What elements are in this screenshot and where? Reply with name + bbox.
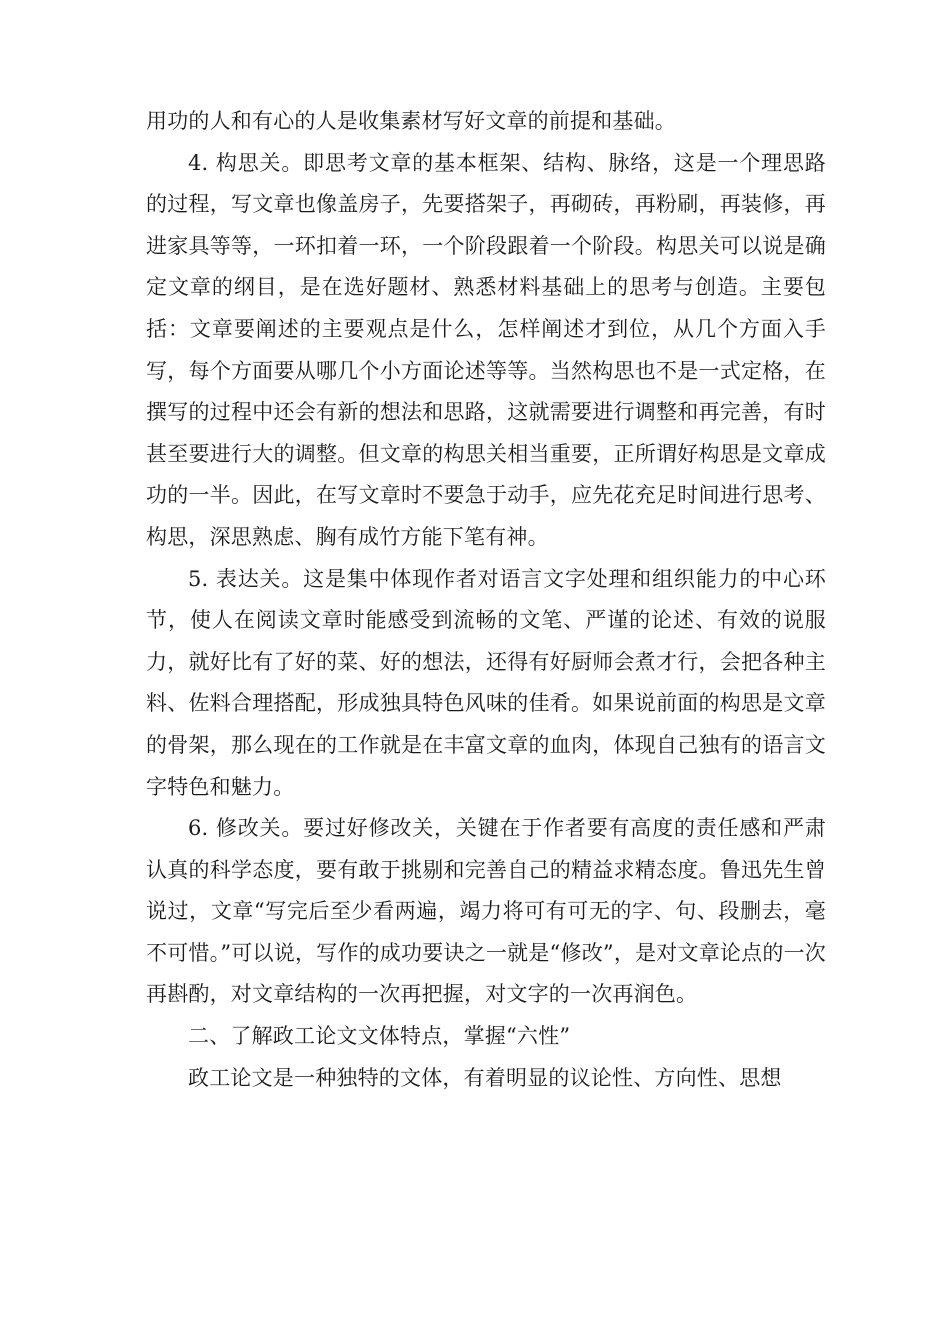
section-heading: 二、了解政工论文文体特点，掌握“六性” xyxy=(188,1024,571,1049)
paragraph-expression: 5. 表达关。这是集中体现作者对语言文字处理和组织能力的中心环节，使人在阅读文章时能感受到流畅的文笔、严谨的论述、有效的说服力，就好比有了好的菜、好的想法，还得有好厨师会煮才行，会把各种主料、佐料合理搭配，形成独具特色风味的佳肴。如果说前面的构思是文章的骨架，那么现在的工作就是在丰富文章的血肉，体现自己独有的语言文字特色和魅力。 xyxy=(146,566,826,799)
paragraph-intro: 政工论文是一种独特的文体，有着明显的议论性、方向性、思想 xyxy=(188,1065,782,1090)
body-text xyxy=(146,101,826,1099)
paragraph-conception: 4. 构思关。即思考文章的基本框架、结构、脉络，这是一个理思路的过程，写文章也像盖房子，先要搭架子，再砌砖，再粉刷，再装修，再进家具等等，一环扣着一环，一个阶段跟着一个阶段。构思关可以说是确定文章的纲目，是在选好题材、熟悉材料基础上的思考与创造。主要包括：文章要阐述的主要观点是什么，怎样阐述才到位，从几个方面入手写，每个方面要从哪几个小方面论述等等。当然构思也不是一式定格，在撰写的过程中还会有新的想法和思路，这就需要进行调整和再完善，有时甚至要进行大的调整。但文章的构思关相当重要，正所谓好构思是文章成功的一半。因此，在写文章时不要急于动手，应先花充足时间进行思考、构思，深思熟虑、胸有成竹方能下笔有神。 xyxy=(146,150,826,549)
paragraph-continuation: 用功的人和有心的人是收集素材写好文章的前提和基础。 xyxy=(146,109,676,133)
paragraph-revision: 6. 修改关。要过好修改关，关键在于作者要有高度的责任感和严肃认真的科学态度，要有敢于挑剔和完善自己的精益求精态度。鲁迅先生曾说过，文章“写完后至少看两遍，竭力将可有可无的字、句、段删去，毫不可惜。”可以说，写作的成功要诀之一就是“修改”，是对文章论点的一次再斟酌，对文章结构的一次再把握，对文字的一次再润色。 xyxy=(146,816,826,1007)
